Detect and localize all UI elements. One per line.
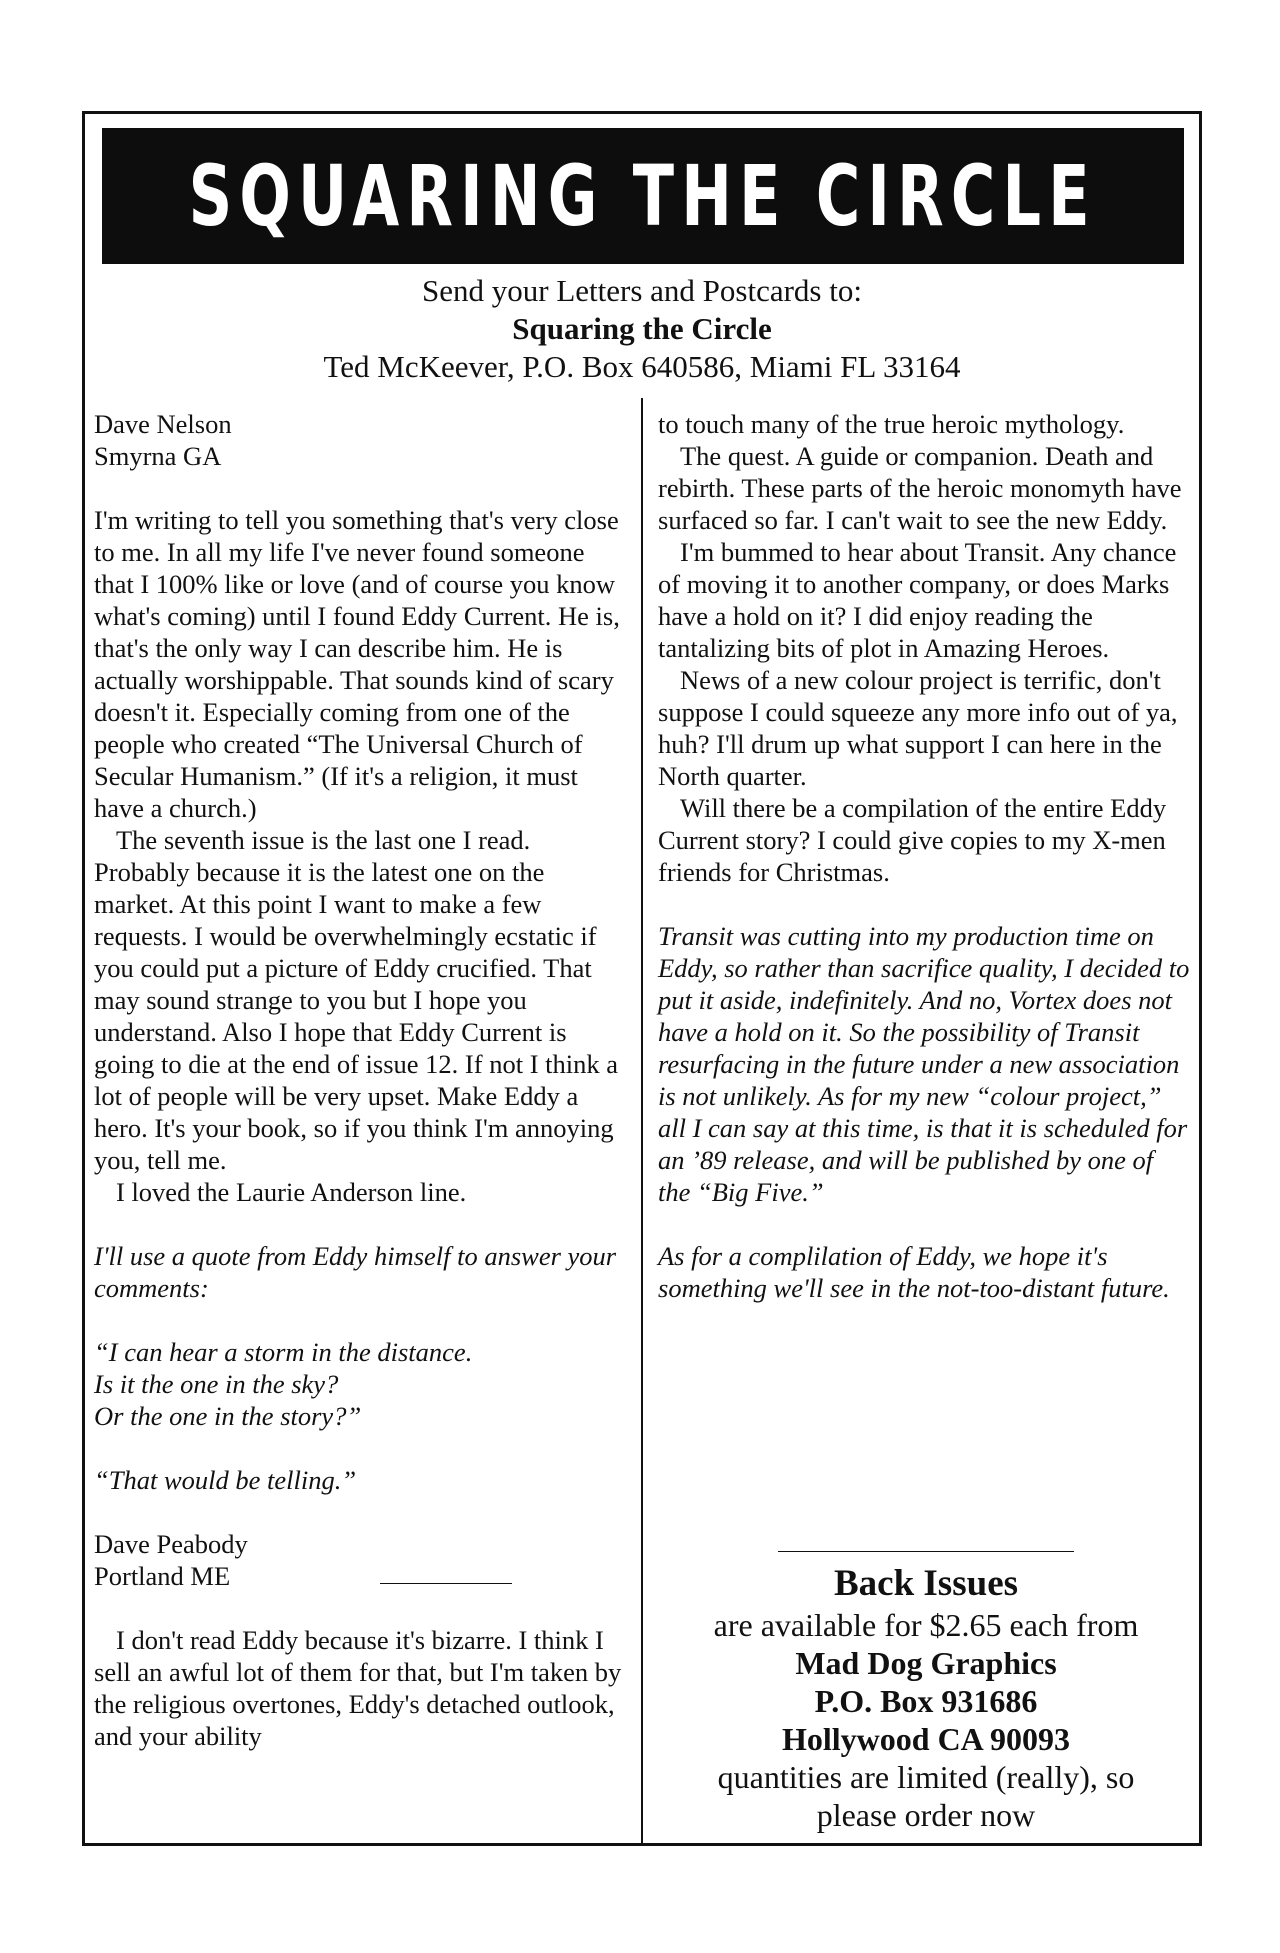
letter2-reply-2: As for a complilation of Eddy, we hope it's something we'll see in the not-too-distant future. (658, 1241, 1170, 1303)
letter2-paragraph-4: News of a new colour project is terrific, don't suppose I could squeeze any more info out of ya, huh? I'll drum up what support I can here in the North quarter. (658, 665, 1178, 791)
letter1-paragraph-2: The seventh issue is the last one I read. Probably because it is the latest one on the market. At this point I want to make a few requests. I would be overwhelmingly ecstatic if you could put a picture of Eddy crucified. That may sound strange to you but I hope you understand. Also I hope that Eddy Current is going to die at the end of issue 12. If not I think a lot of people will be very upset. Make Eddy a hero. It's your book, so if you think I'm annoying you, tell me. (94, 825, 619, 1175)
back-issues-divider (778, 1551, 1074, 1552)
letter1-location: Smyrna GA (94, 441, 222, 471)
quote-line-1: “I can hear a storm in the distance. (94, 1337, 473, 1367)
back-issues-company: Mad Dog Graphics (795, 1645, 1057, 1681)
letter1-paragraph-3: I loved the Laurie Anderson line. (116, 1177, 467, 1207)
address-line: Ted McKeever, P.O. Box 640586, Miami FL 33164 (323, 349, 961, 384)
letter2-paragraph-5: Will there be a compilation of the entire Eddy Current story? I could give copies to my X-men friends for Christmas. (658, 793, 1167, 887)
letter2-paragraph-3: I'm bummed to hear about Transit. Any chance of moving it to another company, or does Marks have a hold on it? I did enjoy reading the tantalizing bits of plot in Amazing Heroes. (658, 537, 1177, 663)
quote-line-2: Is it the one in the sky? (94, 1369, 339, 1399)
letter2-name: Dave Peabody (94, 1529, 248, 1559)
back-issues-line-2: quantities are limited (really), so (717, 1759, 1135, 1795)
right-column (658, 408, 1190, 1304)
letter1-name: Dave Nelson (94, 409, 232, 439)
letter2-paragraph-2: The quest. A guide or companion. Death and rebirth. These parts of the heroic monomyth have surfaced so far. I can't wait to see the new Eddy. (658, 441, 1182, 535)
letter1-paragraph-1: I'm writing to tell you something that's very close to me. In all my life I've never found someone that I 100% like or love (and of course you know what's coming) until I found Eddy Current. He is, that's the only way I can describe him. He is actually worshippable. That sounds kind of scary doesn't it. Especially coming from one of the people who created “The Universal Church of Secular Humanism.” (If it's a religion, it must have a church.) (94, 505, 620, 823)
letter1-reply: I'll use a quote from Eddy himself to answer your comments: (94, 1241, 617, 1303)
header-banner (102, 128, 1184, 264)
letter2-paragraph-1-cont: to touch many of the true heroic mythology. (658, 409, 1125, 439)
column-divider (641, 398, 643, 1843)
left-column (94, 408, 630, 1752)
back-issues-box: P.O. Box 931686 (814, 1683, 1038, 1719)
column-name: Squaring the Circle (512, 311, 772, 346)
send-line: Send your Letters and Postcards to: (422, 273, 862, 308)
back-issues-city: Hollywood CA 90093 (781, 1721, 1071, 1757)
back-issues-line-1: are available for $2.65 each from (713, 1607, 1139, 1643)
back-issues-line-3: please order now (816, 1797, 1036, 1833)
quote-end: “That would be telling.” (94, 1465, 357, 1495)
letter2-paragraph-1: I don't read Eddy because it's bizarre. I think I sell an awful lot of them for that, but I'm taken by the religious overtones, Eddy's detached outlook, and your ability (94, 1625, 622, 1751)
back-issues-title: Back Issues (833, 1563, 1019, 1604)
quote-line-3: Or the one in the story?” (94, 1401, 362, 1431)
letter2-location: Portland ME (94, 1561, 231, 1591)
reply-divider (380, 1583, 512, 1584)
back-issues-ad (660, 1562, 1192, 1834)
banner-title: SQUARING THE CIRCLE (188, 147, 1098, 245)
mailing-address (85, 272, 1199, 386)
letter2-reply-1: Transit was cutting into my production time on Eddy, so rather than sacrifice quality, I decided to put it aside, indefinitely. And no, Vortex does not have a hold on it. So the possibility of Transit resurfacing in the future under a new association is not unlikely. As for my new “colour project,” all I can say at this time, is that it is scheduled for an ’89 release, and will be published by one of the “Big Five.” (658, 921, 1190, 1207)
